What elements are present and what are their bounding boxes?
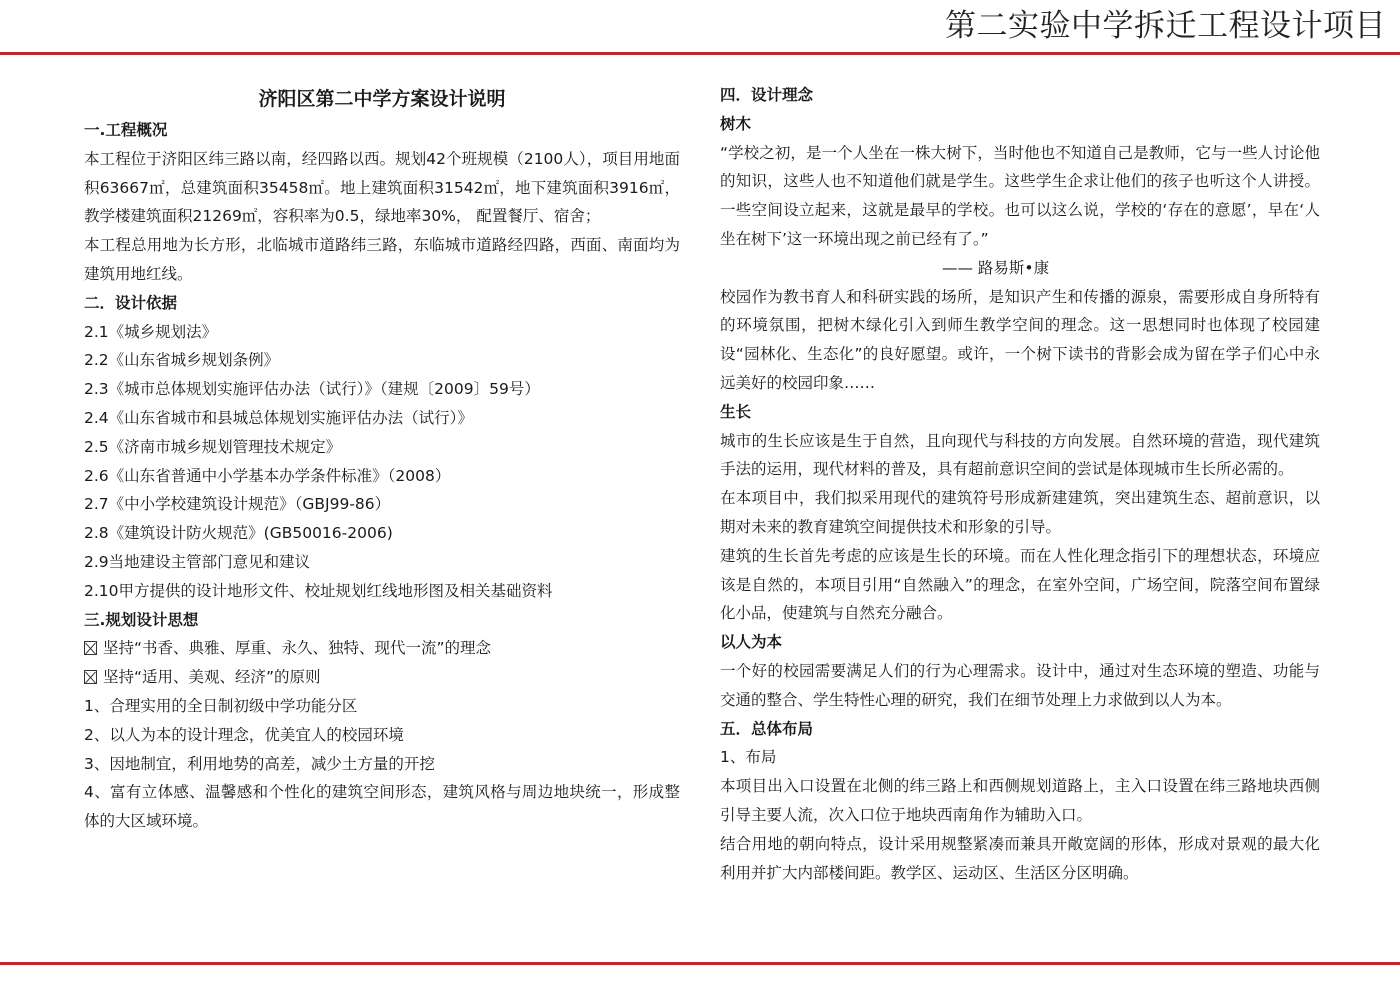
growth-paragraph-3: 建筑的生长首先考虑的应该是生长的环境。而在人性化理念指引下的理想状态，环境应该是自然的，本项目引用“自然融入”的理念，在室外空间，广场空间，院落空间布置绿化小品，使建筑与自然充分融合。 — [720, 546, 1320, 623]
document-title: 济阳区第二中学方案设计说明 — [258, 88, 506, 110]
people-paragraph: 一个好的校园需要满足人们的行为心理需求。设计中，通过对生态环境的塑造、功能与交通的整合、学生特性心理的研究，我们在细节处理上力求做到以人为本。 — [720, 661, 1320, 709]
section-2-heading: 二．设计依据 — [84, 293, 178, 312]
section-3-heading: 三.规划设计思想 — [84, 610, 199, 629]
kahn-quote: “学校之初，是一个人坐在一株大树下，当时他也不知道自己是教师，它与一些人讨论他的知识，这些人也不知道他们就是学生。这些学生企求让他们的孩子也听这个人讲授。一些空间设立起来，这就是最早的学校。也可以这么说，学校的‘存在的意愿’，早在‘人坐在树下’这一环境出现之前已经有了。” — [720, 143, 1320, 248]
checked-box-icon — [84, 670, 97, 684]
planning-item: 1、合理实用的全日制初级中学功能分区 — [84, 696, 358, 715]
basis-item: 2.10甲方提供的设计地形文件、校址规划红线地形图及相关基础资料 — [84, 581, 553, 600]
principle-check-text: 坚持“书香、典雅、厚重、永久、独特、现代一流”的理念 — [103, 639, 492, 658]
basis-item: 2.7《中小学校建筑设计规范》（GBJ99-86） — [84, 495, 391, 514]
basis-item: 2.2《山东省城乡规划条例》 — [84, 351, 280, 370]
tree-subheading: 树木 — [720, 114, 752, 133]
principle-check-item — [84, 663, 680, 692]
checked-box-icon — [84, 641, 97, 655]
section-1-paragraph-2: 本工程总用地为长方形，北临城市道路纬三路，东临城市道路经四路，西面、南面均为建筑用地红线。 — [84, 236, 680, 283]
basis-item: 2.4《山东省城市和县城总体规划实施评估办法（试行）》 — [84, 408, 473, 427]
layout-subheading: 1、布局 — [720, 748, 777, 767]
growth-paragraph-2: 在本项目中，我们拟采用现代的建筑符号形成新建建筑，突出建筑生态、超前意识，以期对未来的教育建筑空间提供技术和形象的引导。 — [720, 489, 1320, 536]
basis-item: 2.8《建筑设计防火规范》(GB50016-2006) — [84, 524, 393, 543]
principle-check-item — [84, 634, 680, 663]
basis-item: 2.3《城市总体规划实施评估办法（试行）》（建规〔2009〕59号） — [84, 380, 540, 399]
planning-item: 3、因地制宜，利用地势的高差，减少土方量的开挖 — [84, 754, 435, 773]
growth-paragraph-1: 城市的生长应该是生于自然，且向现代与科技的方向发展。自然环境的营造，现代建筑手法的运用，现代材料的普及，具有超前意识空间的尝试是体现城市生长所必需的。 — [720, 431, 1320, 479]
section-4-heading: 四．设计理念 — [720, 86, 814, 104]
left-column — [84, 82, 680, 836]
quote-attribution: —— 路易斯•康 — [942, 258, 1050, 277]
growth-subheading: 生长 — [720, 402, 752, 421]
principle-check-text: 坚持“适用、美观、经济”的原则 — [103, 668, 321, 687]
top-red-rule — [0, 52, 1400, 55]
layout-paragraph-1: 本项目出入口设置在北侧的纬三路上和西侧规划道路上，主入口设置在纬三路地块西侧引导主要人流，次入口位于地块西南角作为辅助入口。 — [720, 777, 1320, 824]
layout-paragraph-2: 结合用地的朝向特点，设计采用规整紧凑而兼具开敞宽阔的形体，形成对景观的最大化利用并扩大内部楼间距。教学区、运动区、生活区分区明确。 — [720, 834, 1320, 882]
planning-item: 2、以人为本的设计理念，优美宜人的校园环境 — [84, 725, 404, 744]
section-1-heading: 一.工程概况 — [84, 121, 168, 139]
section-1-paragraph-1: 本工程位于济阳区纬三路以南，经四路以西。规划42个班规模（2100人），项目用地面积63667㎡，总建筑面积35458㎡。地上建筑面积31542㎡，地下建筑面积3916㎡，教学楼建筑面积21269㎡，容积率为0.5，绿地率30%， 配置餐厅、宿舍； — [84, 149, 680, 226]
project-header-title: 第二实验中学拆迁工程设计项目 — [945, 8, 1386, 44]
planning-item: 4、富有立体感、温馨感和个性化的建筑空间形态，建筑风格与周边地块统一，形成整体的大区域环境。 — [84, 783, 680, 831]
basis-item: 2.1《城乡规划法》 — [84, 322, 218, 341]
bottom-red-rule — [0, 962, 1400, 965]
tree-paragraph: 校园作为教书育人和科研实践的场所，是知识产生和传播的源泉，需要形成自身所特有的环境氛围，把树木绿化引入到师生教学空间的理念。这一思想同时也体现了校园建设“园林化、生态化”的良好愿望。或许，一个树下读书的背影会成为留在学子们心中永远美好的校园印象…… — [720, 287, 1320, 392]
right-column — [720, 81, 1320, 887]
basis-item: 2.5《济南市城乡规划管理技术规定》 — [84, 437, 342, 456]
section-5-heading: 五．总体布局 — [720, 719, 814, 738]
basis-item: 2.6《山东省普通中小学基本办学条件标准》（2008） — [84, 466, 451, 485]
people-subheading: 以人为本 — [720, 633, 783, 652]
basis-item: 2.9当地建设主管部门意见和建议 — [84, 552, 311, 571]
